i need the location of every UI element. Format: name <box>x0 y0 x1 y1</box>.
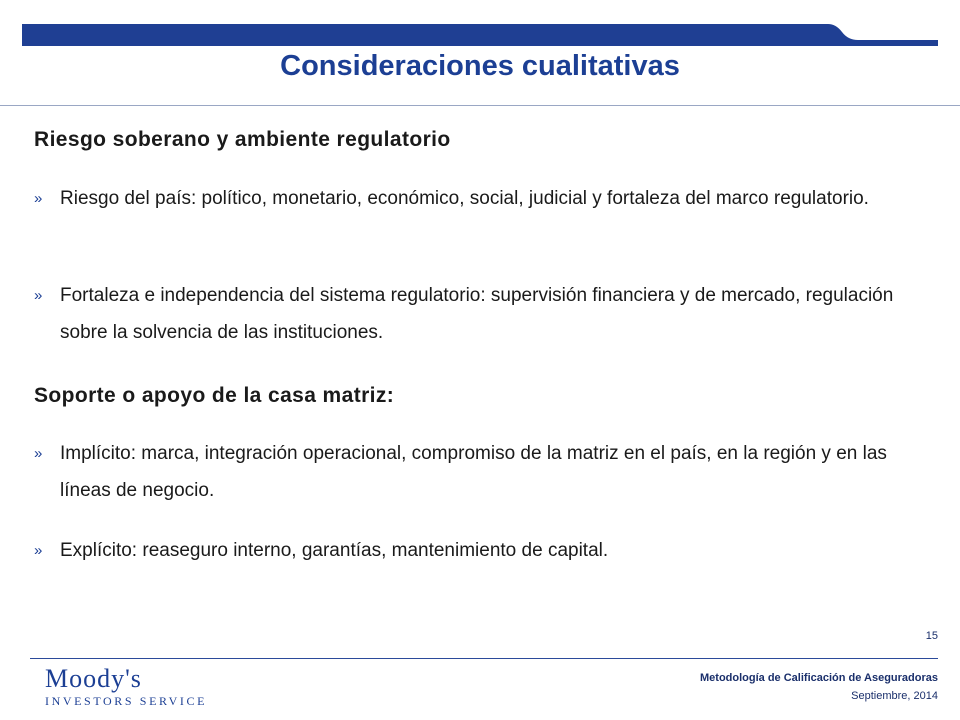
bullet-text: Fortaleza e independencia del sistema regulatorio: supervisión financiera y de mercado, regulación sobre la solvencia de las instituciones. <box>60 285 894 343</box>
bullet-country-risk <box>34 180 914 217</box>
footer-date: Septiembre, 2014 <box>851 690 938 702</box>
logo-main-text: Moody's <box>45 664 142 693</box>
header-bar <box>0 0 960 50</box>
bullet-marker: » <box>34 287 43 304</box>
title-divider <box>0 105 960 106</box>
moodys-logo <box>45 666 207 709</box>
bullet-marker: » <box>34 190 43 207</box>
bullet-text: Implícito: marca, integración operacional, compromiso de la matriz en el país, en la región y en las líneas de negocio. <box>60 443 887 501</box>
bullet-implicit <box>34 435 914 509</box>
bullet-text: Explícito: reaseguro interno, garantías, mantenimiento de capital. <box>60 540 609 561</box>
bullet-explicit <box>34 532 914 569</box>
bullet-marker: » <box>34 542 43 559</box>
slide-title: Consideraciones cualitativas <box>280 50 680 82</box>
bullet-regulatory-strength <box>34 277 914 351</box>
section-heading-sovereign: Riesgo soberano y ambiente regulatorio <box>34 128 451 151</box>
section-heading-parent-support: Soporte o apoyo de la casa matriz: <box>34 384 395 407</box>
page-number: 15 <box>925 630 938 642</box>
bullet-marker: » <box>34 445 43 462</box>
bullet-text: Riesgo del país: político, monetario, económico, social, judicial y fortaleza del marco regulatorio. <box>60 188 869 209</box>
footer-divider <box>30 658 938 659</box>
logo-sub-text: INVESTORS SERVICE <box>45 694 208 708</box>
footer-document-title: Metodología de Calificación de Aseguradoras <box>700 672 938 684</box>
